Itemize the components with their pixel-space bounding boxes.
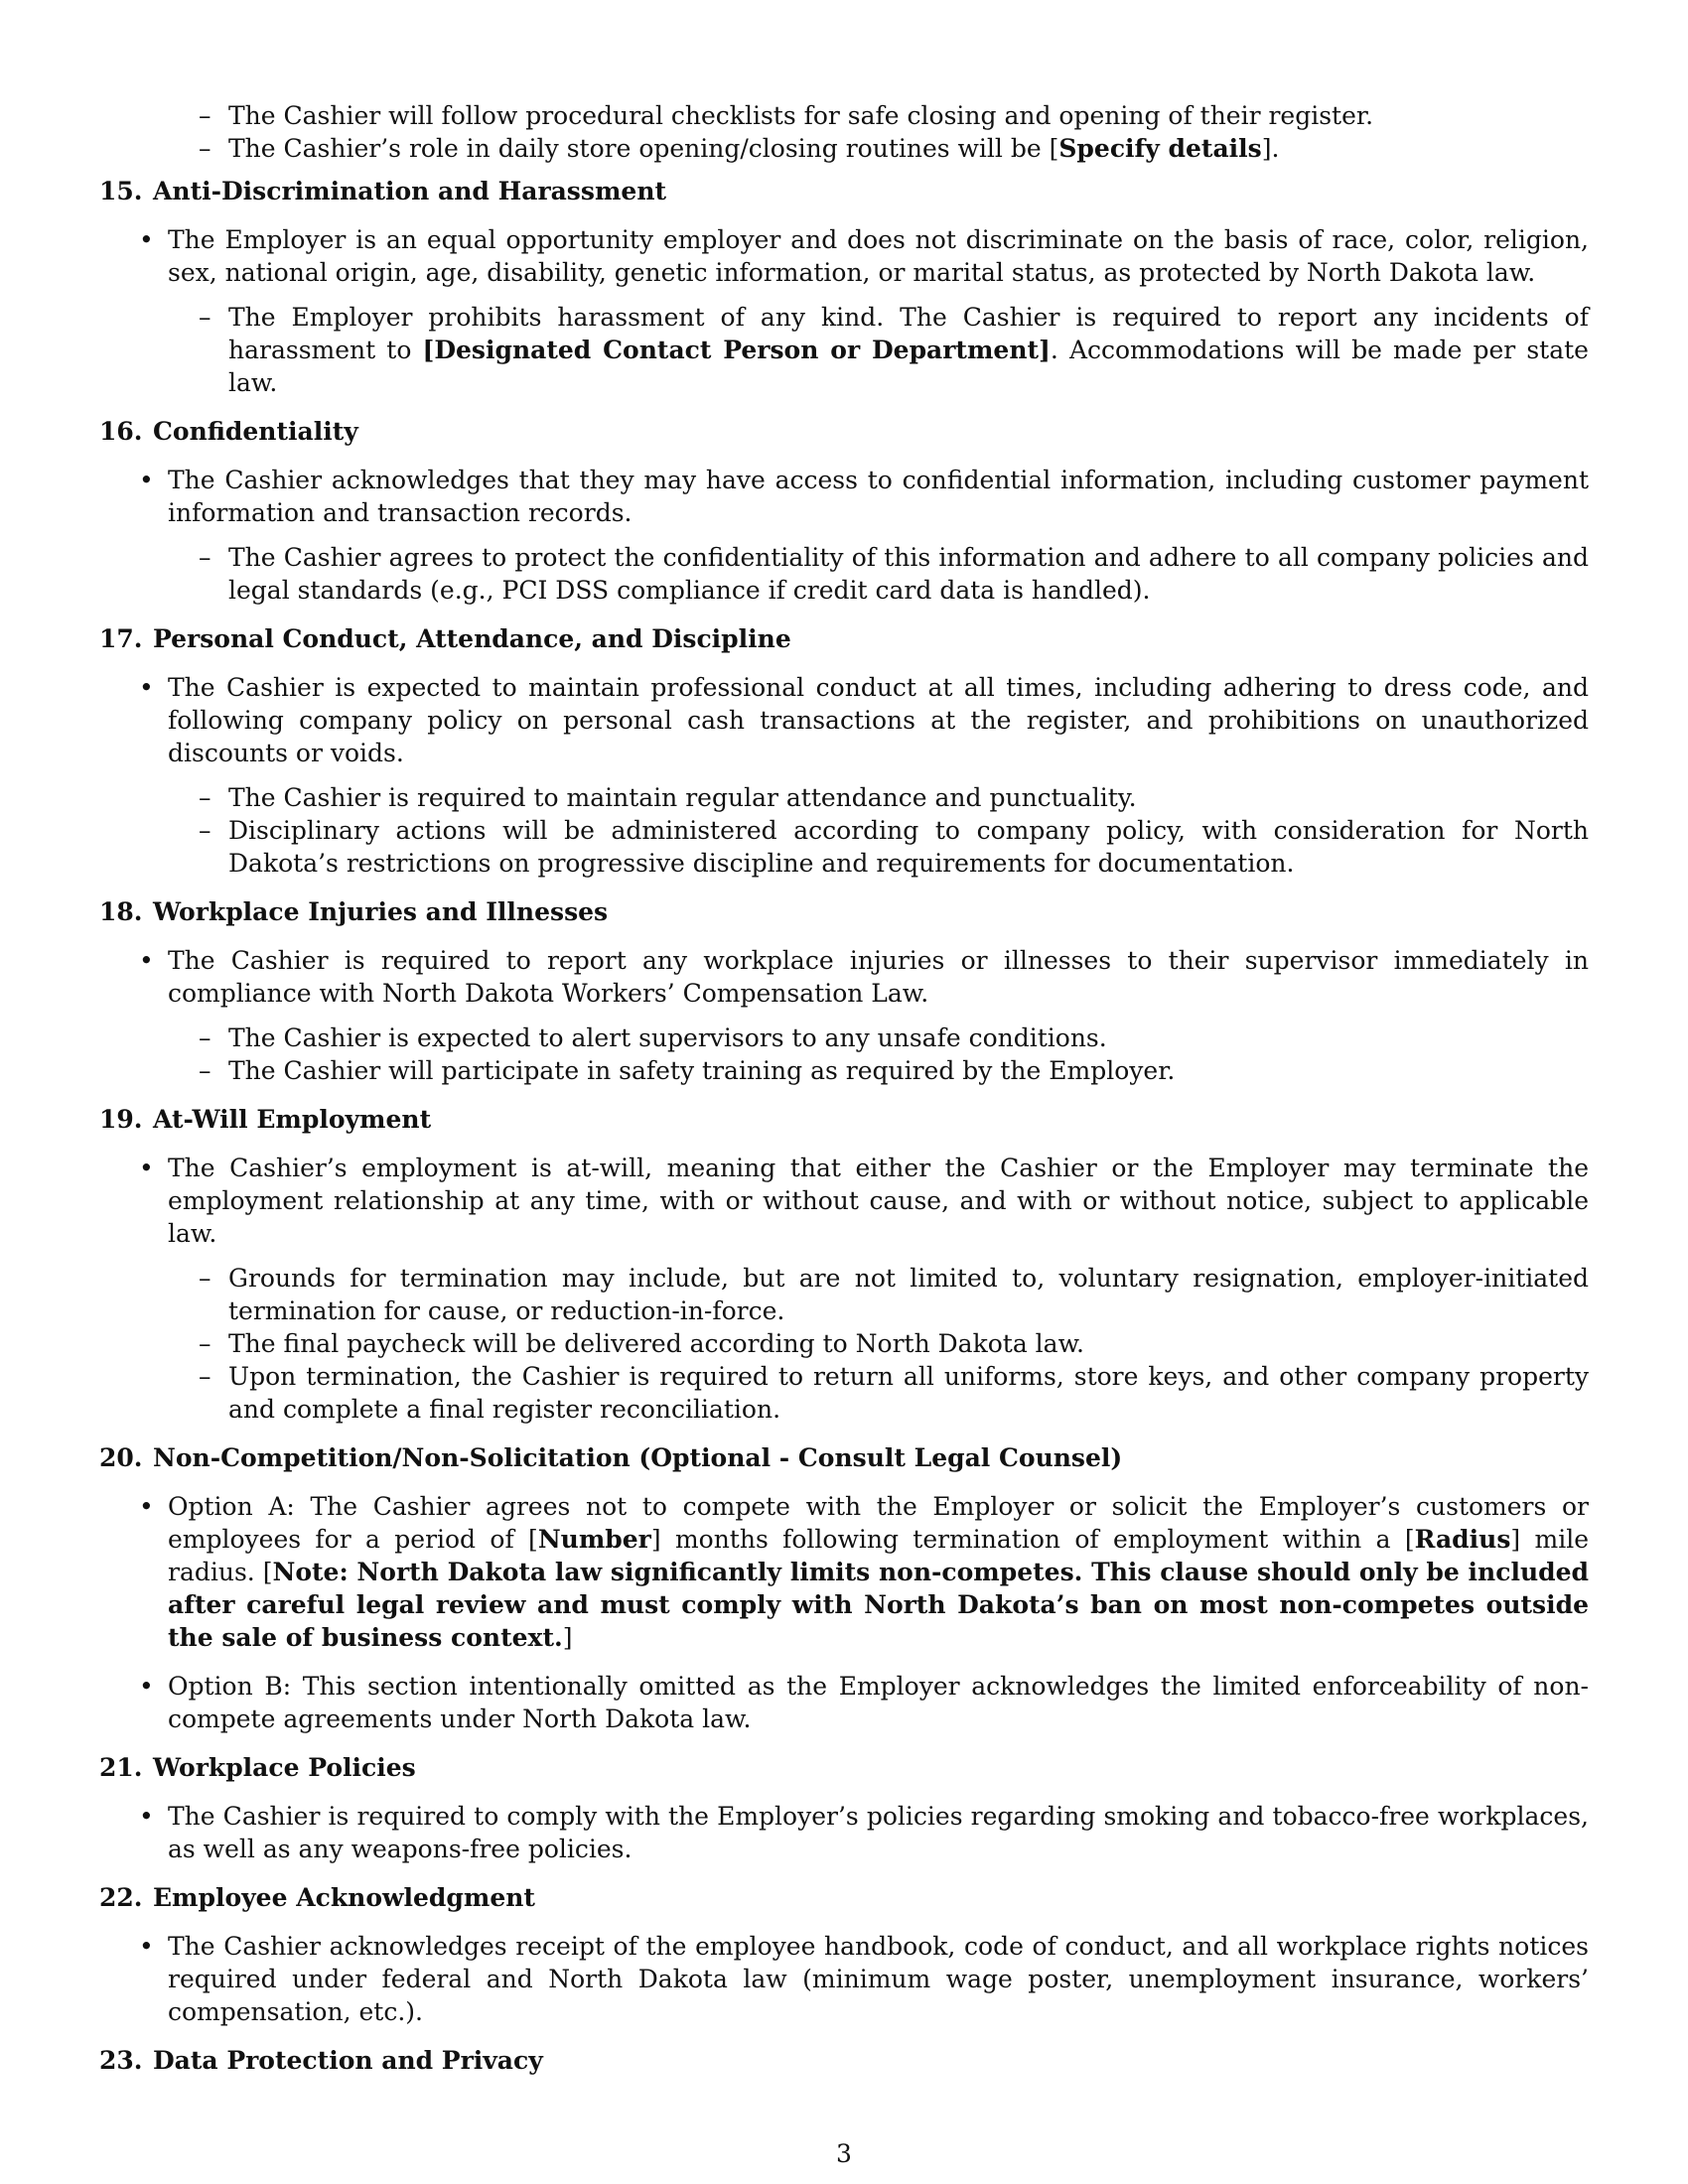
list-item [99, 1930, 1589, 2028]
section-number: 17. [99, 624, 143, 653]
section-title: Employee Acknowledgment [153, 1883, 535, 1912]
sub-list-item [99, 301, 1589, 399]
sub-list [99, 541, 1589, 607]
placeholder-text: Number [537, 1525, 651, 1554]
list-item [99, 99, 1589, 132]
dash-marker: – [199, 1056, 211, 1085]
section-number: 15. [99, 177, 143, 205]
list-item-text: The Cashier’s role in daily store opening/closing routines will be [Specify details]. [228, 134, 1280, 163]
section-title: Non-Competition/Non-Solicitation (Optional - Consult Legal Counsel) [153, 1443, 1123, 1472]
dash-marker: – [199, 1024, 211, 1052]
sub-item-text: Upon termination, the Cashier is required to return all uniforms, store keys, and other company property and complete a final register reconciliation. [228, 1362, 1589, 1424]
dash-marker: – [199, 1362, 211, 1391]
section-title: Confidentiality [153, 417, 358, 446]
section-title: Data Protection and Privacy [153, 2046, 543, 2075]
list-item-text: The Cashier is expected to maintain professional conduct at all times, including adhering to dress code, and following company policy on personal cash transactions at the register, and prohibitions on unauthorized discounts or voids. [168, 673, 1589, 767]
sub-item-text: The Cashier is required to maintain regular attendance and punctuality. [228, 783, 1137, 812]
bullet-marker: • [139, 225, 154, 254]
placeholder-text: [Designated Contact Person or Department] [422, 336, 1051, 364]
section-number: 19. [99, 1105, 143, 1134]
sub-list-item [99, 814, 1589, 880]
section-heading-20 [99, 1441, 1589, 1474]
bullet-marker: • [139, 466, 154, 494]
list-item [99, 223, 1589, 289]
list-item [99, 944, 1589, 1010]
section-heading-15 [99, 175, 1589, 207]
dash-marker: – [199, 134, 211, 163]
bullet-marker: • [139, 1154, 154, 1182]
sub-item-text: The Cashier is expected to alert supervisors to any unsafe conditions. [228, 1024, 1107, 1052]
list-item [99, 1800, 1589, 1865]
list-item [99, 132, 1589, 165]
section-heading-19 [99, 1103, 1589, 1136]
dash-marker: – [199, 783, 211, 812]
list-item-text: The Employer is an equal opportunity employer and does not discriminate on the basis of race, color, religion, sex, national origin, age, disability, genetic information, or marital status, as protected by North Dakota law. [168, 225, 1589, 287]
dash-marker: – [199, 303, 211, 332]
sub-list-item [99, 541, 1589, 607]
sub-item-text: The Cashier agrees to protect the confidentiality of this information and adhere to all company policies and legal standards (e.g., PCI DSS compliance if credit card data is handled). [228, 543, 1589, 605]
legal-note: Note: North Dakota law significantly limits non-competes. This clause should only be included after careful legal review and must comply with North Dakota’s ban on most non-competes outside the sale of business context. [168, 1558, 1589, 1652]
sub-list [99, 301, 1589, 399]
bullet-marker: • [139, 1932, 154, 1961]
sub-item-text: Grounds for termination may include, but are not limited to, voluntary resignation, employer-initiated termination for cause, or reduction-in-force. [228, 1264, 1589, 1325]
sub-list-item [99, 1360, 1589, 1426]
dash-marker: – [199, 101, 211, 130]
bullet-marker: • [139, 946, 154, 975]
sub-list-item [99, 1327, 1589, 1360]
list-item-text: Option A: The Cashier agrees not to compete with the Employer or solicit the Employer’s customers or employees for a period of [ [168, 1492, 1589, 1554]
section-number: 22. [99, 1883, 143, 1912]
section-heading-21 [99, 1751, 1589, 1784]
sub-list [99, 1022, 1589, 1087]
section-title: Anti-Discrimination and Harassment [153, 177, 667, 205]
section-heading-18 [99, 895, 1589, 928]
sub-list-item [99, 1022, 1589, 1054]
sub-item-text: . Accommodations will be made per state law. [228, 336, 1589, 397]
dash-marker: – [199, 1264, 211, 1293]
section-heading-22 [99, 1881, 1589, 1914]
list-item-option-b [99, 1670, 1589, 1735]
section-heading-16 [99, 415, 1589, 448]
list-item-text: Option B: This section intentionally omitted as the Employer acknowledges the limited enforceability of non-compete agreements under North Dakota law. [168, 1672, 1589, 1733]
dash-marker: – [199, 543, 211, 572]
placeholder-text: Radius [1414, 1525, 1511, 1554]
list-item-text: The Cashier is required to comply with the Employer’s policies regarding smoking and tobacco-free workplaces, as well as any weapons-free policies. [168, 1802, 1589, 1863]
sub-list [99, 781, 1589, 880]
sub-list-item [99, 1054, 1589, 1087]
list-item-text: The Cashier acknowledges that they may have access to confidential information, including customer payment information and transaction records. [168, 466, 1589, 527]
list-item-text: The Cashier will follow procedural checklists for safe closing and opening of their register. [228, 101, 1374, 130]
section-number: 21. [99, 1753, 143, 1782]
list-item [99, 464, 1589, 529]
list-item-text: ] months following termination of employment within a [ [650, 1525, 1415, 1554]
section-number: 16. [99, 417, 143, 446]
list-item [99, 1152, 1589, 1250]
document-page [99, 99, 1589, 2093]
section-number: 23. [99, 2046, 143, 2075]
sub-list-item [99, 1262, 1589, 1327]
placeholder-text: Specify details [1058, 134, 1262, 163]
list-item-option-a [99, 1490, 1589, 1654]
sub-item-text: The Cashier will participate in safety training as required by the Employer. [228, 1056, 1176, 1085]
section-number: 20. [99, 1443, 143, 1472]
list-item-text: The Cashier’s employment is at-will, meaning that either the Cashier or the Employer may terminate the employment relationship at any time, with or without cause, and with or without notice, subject to applicable law. [168, 1154, 1589, 1248]
page-number: 3 [836, 2139, 852, 2168]
list-item-text: ] mile radius. [ [168, 1525, 1589, 1586]
sub-item-text: The final paycheck will be delivered according to North Dakota law. [228, 1329, 1084, 1358]
sub-list [99, 1262, 1589, 1426]
section-heading-17 [99, 622, 1589, 655]
dash-marker: – [199, 816, 211, 845]
bullet-marker: • [139, 1802, 154, 1831]
bullet-marker: • [139, 673, 154, 702]
bullet-marker: • [139, 1492, 154, 1521]
list-item-text: ] [562, 1623, 573, 1652]
sub-list-item [99, 781, 1589, 814]
sub-item-text: The Employer prohibits harassment of any kind. The Cashier is required to report any incidents of harassment to [228, 303, 1589, 364]
list-item-text: The Cashier is required to report any workplace injuries or illnesses to their supervisor immediately in compliance with North Dakota Workers’ Compensation Law. [168, 946, 1589, 1008]
section-number: 18. [99, 897, 143, 926]
section-heading-23 [99, 2044, 1589, 2077]
section-title: At-Will Employment [153, 1105, 432, 1134]
list-item-text: The Cashier acknowledges receipt of the employee handbook, code of conduct, and all workplace rights notices required under federal and North Dakota law (minimum wage poster, unemployment insurance, workers’ compensation, etc.). [168, 1932, 1589, 2026]
section-title: Workplace Injuries and Illnesses [153, 897, 609, 926]
dash-marker: – [199, 1329, 211, 1358]
list-item [99, 671, 1589, 769]
section-title: Workplace Policies [153, 1753, 416, 1782]
section-title: Personal Conduct, Attendance, and Discipline [153, 624, 791, 653]
sub-item-text: Disciplinary actions will be administered according to company policy, with consideration for North Dakota’s restrictions on progressive discipline and requirements for documentation. [228, 816, 1589, 878]
bullet-marker: • [139, 1672, 154, 1701]
